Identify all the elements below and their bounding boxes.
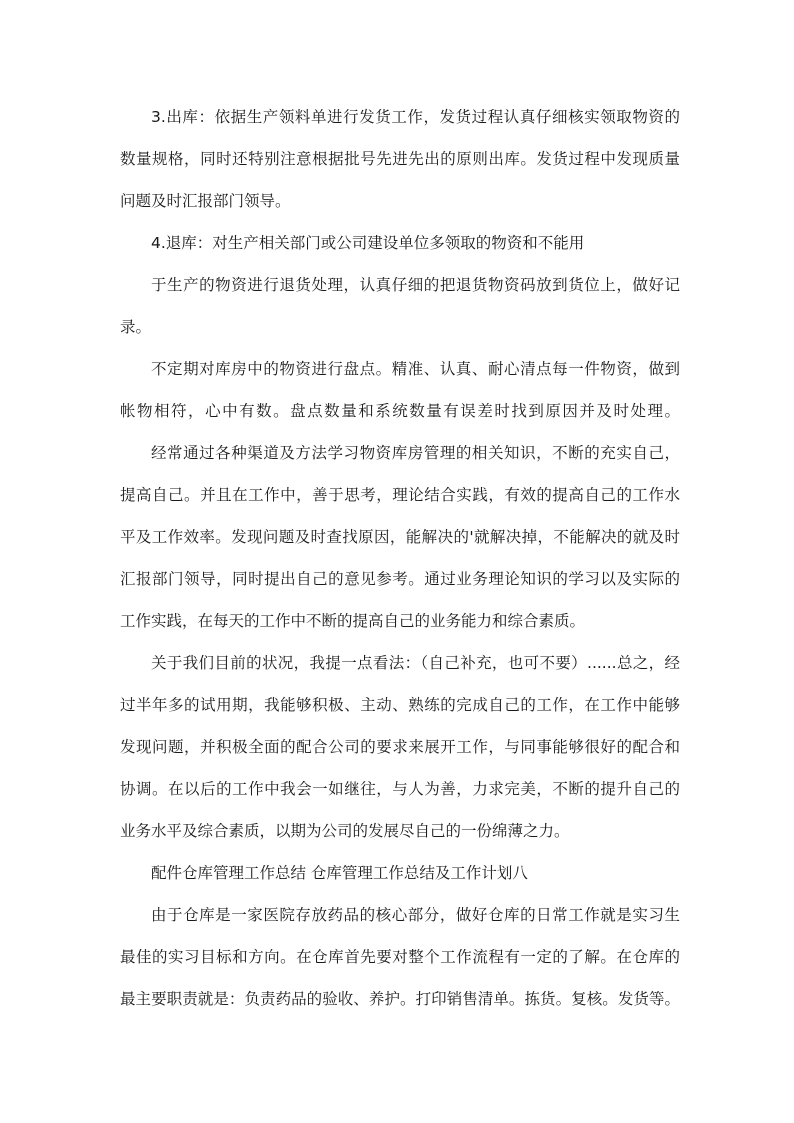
text-line: 问题及时汇报部门领导。 <box>120 192 291 210</box>
text-line: 由于仓库是一家医院存放药品的核心部分，做好仓库的日常工作就是实习生 <box>151 906 680 924</box>
text-line: 帐物相符，心中有数。盘点数量和系统数量有误差时找到原因并及时处理。 <box>120 402 680 420</box>
text-line: 4.退库：对生产相关部门或公司建设单位多领取的物资和不能用 <box>151 234 585 252</box>
text-line: 于生产的物资进行退货处理，认真仔细的把退货物资码放到货位上，做好记 <box>151 276 680 294</box>
text-line: 平及工作效率。发现问题及时查找原因，能解决的'就解决掉，不能解决的就及时 <box>120 528 680 546</box>
text-line: 数量规格，同时还特别注意根据批号先进先出的原则出库。发货过程中发现质量 <box>120 150 680 168</box>
text-line: 过半年多的试用期，我能够积极、主动、熟练的完成自己的工作，在工作中能够 <box>120 696 680 714</box>
text-line: 提高自己。并且在工作中，善于思考，理论结合实践，有效的提高自己的工作水 <box>120 486 680 504</box>
text-line: 协调。在以后的工作中我会一如继往，与人为善，力求完美，不断的提升自己的 <box>120 780 680 798</box>
text-line: 3.出库：依据生产领料单进行发货工作，发货过程认真仔细核实领取物资的 <box>151 108 680 126</box>
text-line: 工作实践，在每天的工作中不断的提高自己的业务能力和综合素质。 <box>120 612 586 630</box>
text-line: 业务水平及综合素质，以期为公司的发展尽自己的一份绵薄之力。 <box>120 822 570 840</box>
text-line: 经常通过各种渠道及方法学习物资库房管理的相关知识，不断的充实自己， <box>151 444 680 462</box>
text-line: 录。 <box>120 318 152 336</box>
text-line: 最佳的实习目标和方向。在仓库首先要对整个工作流程有一定的了解。在仓库的 <box>120 948 680 966</box>
text-line: 发现问题，并积极全面的配合公司的要求来展开工作，与同事能够很好的配合和 <box>120 738 680 756</box>
text-line: 不定期对库房中的物资进行盘点。精准、认真、耐心清点每一件物资，做到 <box>151 360 680 378</box>
text-line: 最主要职责就是：负责药品的验收、养护。打印销售清单。拣货。复核。发货等。 <box>120 990 680 1008</box>
text-line: 汇报部门领导，同时提出自己的意见参考。通过业务理论知识的学习以及实际的 <box>120 570 680 588</box>
text-line: 关于我们目前的状况，我提一点看法：（自己补充，也可不要）......总之，经 <box>151 654 680 672</box>
section-heading: 配件仓库管理工作总结 仓库管理工作总结及工作计划八 <box>151 864 528 882</box>
